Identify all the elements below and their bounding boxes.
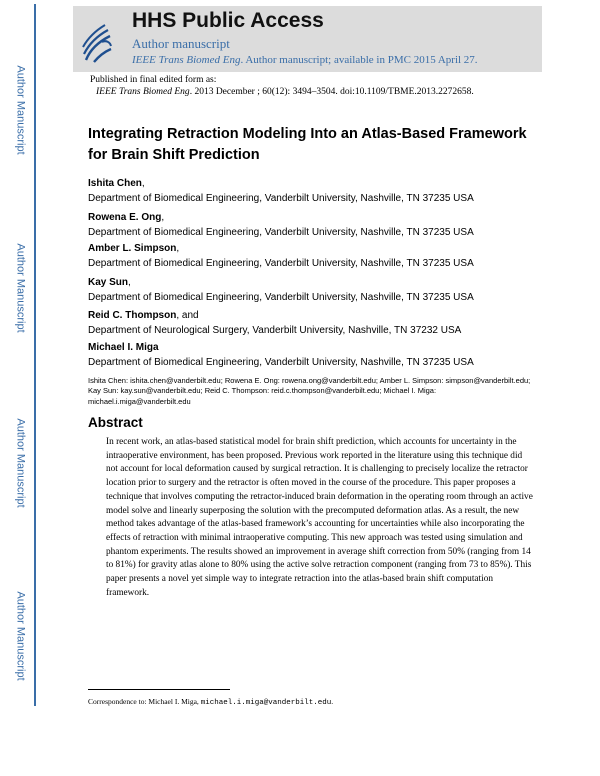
hhs-header	[73, 6, 542, 72]
author-block: Amber L. Simpson, Department of Biomedical Engineering, Vanderbilt University, Nashville, TN 37235 USA	[88, 243, 474, 269]
footnote-rule	[88, 689, 230, 690]
side-label-1: Author Manuscript	[15, 65, 28, 155]
publication-citation: IEEE Trans Biomed Eng. 2013 December ; 60(12): 3494–3504. doi:10.1109/TBME.2013.2272658.	[96, 87, 474, 97]
author-block: Rowena E. Ong, Department of Biomedical Engineering, Vanderbilt University, Nashville, TN 37235 USA	[88, 212, 474, 238]
author-block: Michael I. Miga Department of Biomedical Engineering, Vanderbilt University, Nashville, TN 37235 USA	[88, 342, 474, 368]
hhs-subtitle: Author manuscript	[132, 36, 230, 51]
author-emails: Ishita Chen: ishita.chen@vanderbilt.edu; Rowena E. Ong: rowena.ong@vanderbilt.edu; Amber L. Simpson: simpson@vanderbilt.edu; Kay Sun: kay.sun@vanderbilt.edu; Reid C. Thompson: reid.c.thompson@vanderbilt.edu; Michael I. Miga: michael.i.miga@vanderbilt.edu	[88, 376, 531, 406]
published-label: Published in final edited form as:	[90, 75, 217, 85]
abstract-body: In recent work, an atlas-based statistical model for brain shift prediction, which accounts for uncertainty in the intraoperative environment, has been proposed. Previous work reported in the literature using this technique did not account for local deformation caused by surgical retraction. It is challenging to precisely localize the retractor location prior to surgery and the retractor is often moved in the course of the procedure. This paper proposes a technique that involves computing the retractor-induced brain deformation in the operating room through an active model solve and linearly superposing the solution with the precomputed deformation atlas. As a result, the new method takes advantage of the atlas-based framework’s accounting for uncertainties while also incorporating the effects of retraction with minimal intraoperative computing. This new approach was tested using simulation and phantom experiments. The results showed an improvement in average shift correction from 50% (ranging from 14 to 81%) for gravity atlas alone to 80% using the active solve retraction component (ranging from 73 to 85%). This paper presents a novel yet simple way to integrate retraction into the atlas-based brain shift computation framework.	[106, 437, 533, 598]
side-rule	[34, 4, 36, 706]
author-block: Reid C. Thompson, and Department of Neurological Surgery, Vanderbilt University, Nashville, TN 37232 USA	[88, 310, 462, 336]
hhs-title: HHS Public Access	[132, 9, 324, 32]
abstract-heading: Abstract	[88, 415, 143, 430]
author-block: Ishita Chen, Department of Biomedical Engineering, Vanderbilt University, Nashville, TN 37235 USA	[88, 178, 474, 204]
author-block: Kay Sun, Department of Biomedical Engineering, Vanderbilt University, Nashville, TN 37235 USA	[88, 277, 474, 303]
hhs-availability: IEEE Trans Biomed Eng. Author manuscript; available in PMC 2015 April 27.	[132, 54, 478, 66]
paper-title: Integrating Retraction Modeling Into an Atlas-Based Framework for Brain Shift Prediction	[88, 126, 527, 163]
side-label-2: Author Manuscript	[15, 243, 28, 333]
journal-name: IEEE Trans Biomed Eng	[132, 54, 241, 66]
side-label-3: Author Manuscript	[15, 418, 28, 508]
hhs-eagle-logo-icon	[80, 16, 116, 66]
side-label-4: Author Manuscript	[15, 591, 28, 681]
correspondence-email[interactable]: michael.i.miga@vanderbilt.edu	[200, 699, 332, 707]
correspondence-footnote: Correspondence to: Michael I. Miga, michael.i.miga@vanderbilt.edu.	[88, 697, 334, 707]
